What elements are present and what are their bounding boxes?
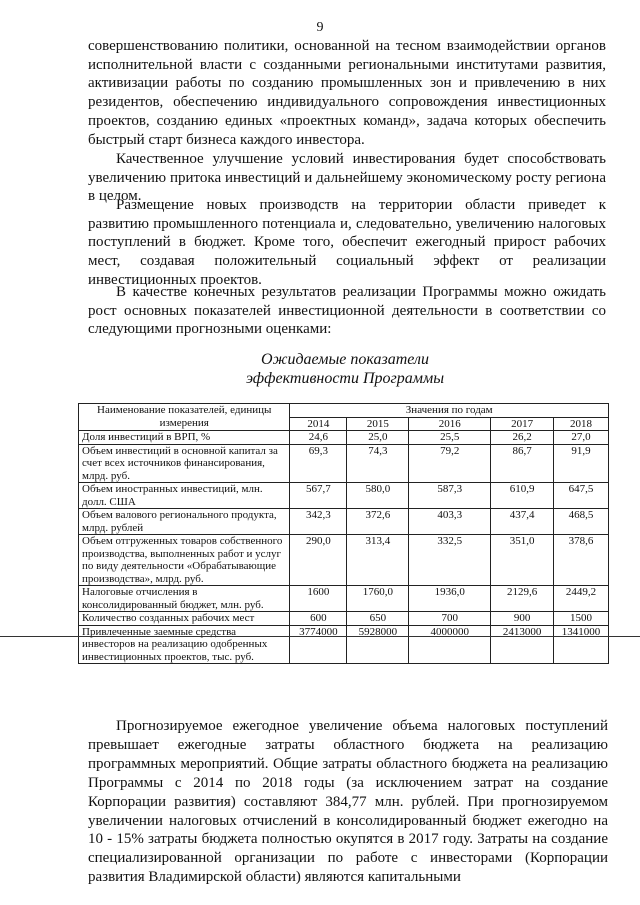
value-cell: 900 [491,612,554,626]
table-row [79,509,609,535]
table-row [79,586,609,612]
header-year: 2015 [347,417,409,431]
value-cell: 378,6 [554,535,609,586]
paragraph-closing [88,717,608,887]
paragraph-closing-text: Прогнозируемое ежегодное увеличение объема налоговых поступлений превышает ежегодные затраты областного бюджета на реализацию программных мероприятий. Общие затраты областного бюджета на реализацию Программы с 2014 по 2018 годы (за исключением затрат на создание Корпорации развития) составляют 384,77 млн. рублей. При прогнозируемом увеличении налоговых отчислений в консолидированный бюджет ежегодно на 10 - 15% затраты бюджета полностью окупятся в 2017 году. Затраты на создание специализированной организации по работе с инвесторами (Корпорации развития Владимирской области) являются капитальными [88,718,608,886]
value-cell: 290,0 [290,535,347,586]
value-cell: 437,4 [491,509,554,535]
value-cell: 2413000 [491,625,554,664]
value-cell: 27,0 [554,431,609,445]
value-cell: 69,3 [290,444,347,483]
table-caption-line2: эффективности Программы [245,370,445,387]
indicator-name-cell: Привлеченные заемные средства инвесторов на реализацию одобренных инвестиционных проектов, тыс. руб. [79,625,290,664]
table-row [79,444,609,483]
table-row [79,483,609,509]
indicator-name-cell: Доля инвестиций в ВРП, % [79,431,290,445]
value-cell: 647,5 [554,483,609,509]
value-cell: 332,5 [409,535,491,586]
value-cell: 587,3 [409,483,491,509]
value-cell: 86,7 [491,444,554,483]
paragraph-3-text: Размещение новых производств на территории области приведет к развитию промышленного потенциала и, следовательно, увеличению налоговых поступлений в бюджет. Кроме того, обеспечит ежегодный прирост рабочих мест, создавая положительный социальный эффект от реализации инвестиционных проектов. [88,197,606,288]
value-cell: 580,0 [347,483,409,509]
value-cell: 91,9 [554,444,609,483]
value-cell: 372,6 [347,509,409,535]
indicator-name-cell: Объем иностранных инвестиций, млн. долл. США [79,483,290,509]
indicator-name-cell: Количество созданных рабочих мест [79,612,290,626]
table-body [79,431,609,664]
value-cell: 74,3 [347,444,409,483]
value-cell: 5928000 [347,625,409,664]
indicators-table [78,403,609,664]
value-cell: 313,4 [347,535,409,586]
header-year: 2016 [409,417,491,431]
value-cell: 600 [290,612,347,626]
value-cell: 2449,2 [554,586,609,612]
value-cell: 1760,0 [347,586,409,612]
page-number: 9 [316,20,324,35]
table-row [79,431,609,445]
value-cell: 567,7 [290,483,347,509]
value-cell: 1500 [554,612,609,626]
value-cell: 468,5 [554,509,609,535]
header-year: 2014 [290,417,347,431]
value-cell: 700 [409,612,491,626]
indicator-name-cell: Налоговые отчисления в консолидированный бюджет, млн. руб. [79,586,290,612]
table-row [79,625,609,664]
value-cell: 1341000 [554,625,609,664]
value-cell: 25,5 [409,431,491,445]
value-cell: 342,3 [290,509,347,535]
paragraph-2-text: Качественное улучшение условий инвестирования будет способствовать увеличению притока инвестиций и дальнейшему экономическому росту региона в целом. [88,151,606,205]
value-cell: 79,2 [409,444,491,483]
value-cell: 1600 [290,586,347,612]
paragraph-4-text: В качестве конечных результатов реализации Программы можно ожидать рост основных показателей инвестиционной деятельности в соответствии со следующими прогнозными оценками: [88,284,606,338]
paragraph-1 [88,37,606,149]
value-cell: 610,9 [491,483,554,509]
table-caption-line1: Ожидаемые показатели [261,351,429,368]
paragraph-1-text: совершенствованию политики, основанной на тесном взаимодействии органов исполнительной власти с созданными региональными институтами развития, активизации работы по созданию промышленных зон и привлечению в них резидентов, обеспечению индивидуального сопровождения инвестиционных проектов, созданию единых «проектных команд», задача которых обеспечить быстрый старт бизнеса каждого инвестора. [88,38,606,148]
value-cell: 2129,6 [491,586,554,612]
paragraph-4 [88,283,606,339]
value-cell: 4000000 [409,625,491,664]
indicator-name-cell: Объем инвестиций в основной капитал за счет всех источников финансирования, млрд. руб. [79,444,290,483]
header-values-by-year: Значения по годам [290,404,609,418]
value-cell: 26,2 [491,431,554,445]
divider-line [0,636,640,637]
value-cell: 650 [347,612,409,626]
value-cell: 403,3 [409,509,491,535]
indicator-name-cell: Объем отгруженных товаров собственного производства, выполненных работ и услуг по виду деятельности «Обрабатывающие производства», млрд. руб. [79,535,290,586]
header-year: 2017 [491,417,554,431]
value-cell: 24,6 [290,431,347,445]
indicator-name-cell: Объем валового регионального продукта, млрд. рублей [79,509,290,535]
value-cell: 3774000 [290,625,347,664]
header-indicator-name: Наименование показателей, единицы измерения [79,404,290,431]
table-row [79,535,609,586]
value-cell: 25,0 [347,431,409,445]
table-row [79,612,609,626]
paragraph-3 [88,196,606,290]
value-cell: 1936,0 [409,586,491,612]
header-year: 2018 [554,417,609,431]
value-cell: 351,0 [491,535,554,586]
